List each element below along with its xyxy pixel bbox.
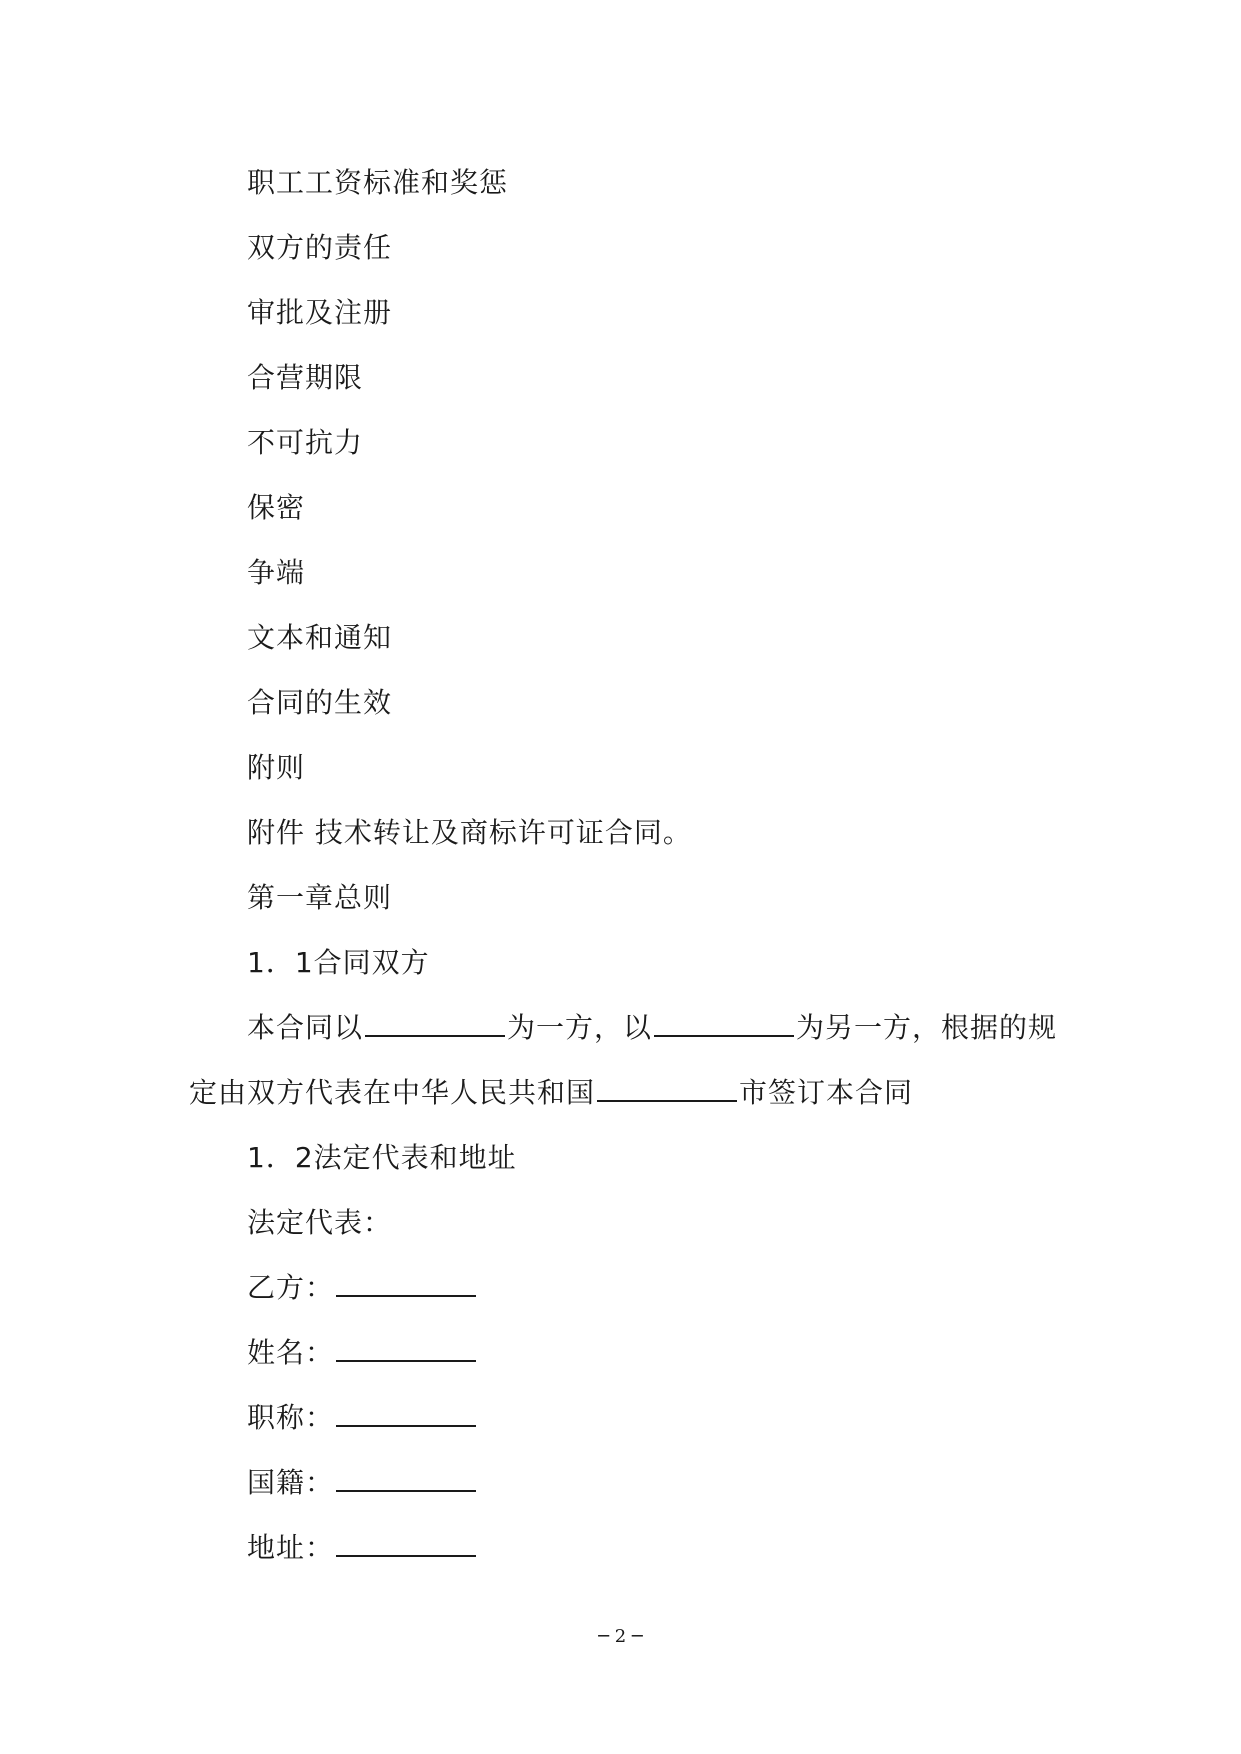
- toc-item: 双方的责任: [247, 231, 393, 264]
- party-a-blank[interactable]: [365, 1013, 505, 1037]
- name-field-blank[interactable]: [336, 1338, 476, 1362]
- field-label: 职称：: [247, 1401, 335, 1434]
- city-blank[interactable]: [597, 1078, 737, 1102]
- paragraph-text: 市签订本合同: [739, 1076, 914, 1109]
- field-label: 乙方：: [247, 1271, 335, 1304]
- form-field-row: [189, 1515, 1059, 1580]
- section-heading: 1．1合同双方: [247, 946, 430, 979]
- paragraph-text: 为一方，以: [507, 1011, 653, 1044]
- page-number: ─ 2 ─: [598, 1626, 643, 1647]
- field-label: 姓名：: [247, 1336, 335, 1369]
- toc-item: 保密: [247, 491, 306, 524]
- form-field-row: [189, 1320, 1059, 1385]
- toc-item: 职工工资标准和奖惩: [247, 166, 509, 199]
- address-field-blank[interactable]: [336, 1533, 476, 1557]
- form-field-row: [189, 1450, 1059, 1515]
- party-b-blank[interactable]: [654, 1013, 794, 1037]
- toc-item: 附则: [247, 751, 306, 784]
- contract-parties-paragraph: [189, 995, 1059, 1125]
- form-field-row: [189, 1385, 1059, 1450]
- paragraph-text: 本合同以: [247, 1011, 364, 1044]
- toc-item: 不可抗力: [247, 426, 364, 459]
- toc-item: 文本和通知: [247, 621, 393, 654]
- form-field-row: [189, 1255, 1059, 1320]
- document-body: [189, 150, 1059, 1580]
- field-label: 地址：: [247, 1531, 335, 1564]
- paragraph-text: 为另一方，根据的规定由双方代表在中华人民共和国: [189, 1011, 1058, 1109]
- chapter-title: 第一章总则: [247, 881, 393, 914]
- field-label: 国籍：: [247, 1466, 335, 1499]
- toc-item: 争端: [247, 556, 306, 589]
- section-heading: 1．2法定代表和地址: [247, 1141, 517, 1174]
- nationality-field-blank[interactable]: [336, 1468, 476, 1492]
- title-field-blank[interactable]: [336, 1403, 476, 1427]
- party-b-field-blank[interactable]: [336, 1273, 476, 1297]
- toc-item: 合同的生效: [247, 686, 393, 719]
- toc-item: 合营期限: [247, 361, 364, 394]
- legal-rep-label: 法定代表：: [247, 1206, 393, 1239]
- toc-item: 附件 技术转让及商标许可证合同。: [247, 816, 692, 849]
- toc-item: 审批及注册: [247, 296, 393, 329]
